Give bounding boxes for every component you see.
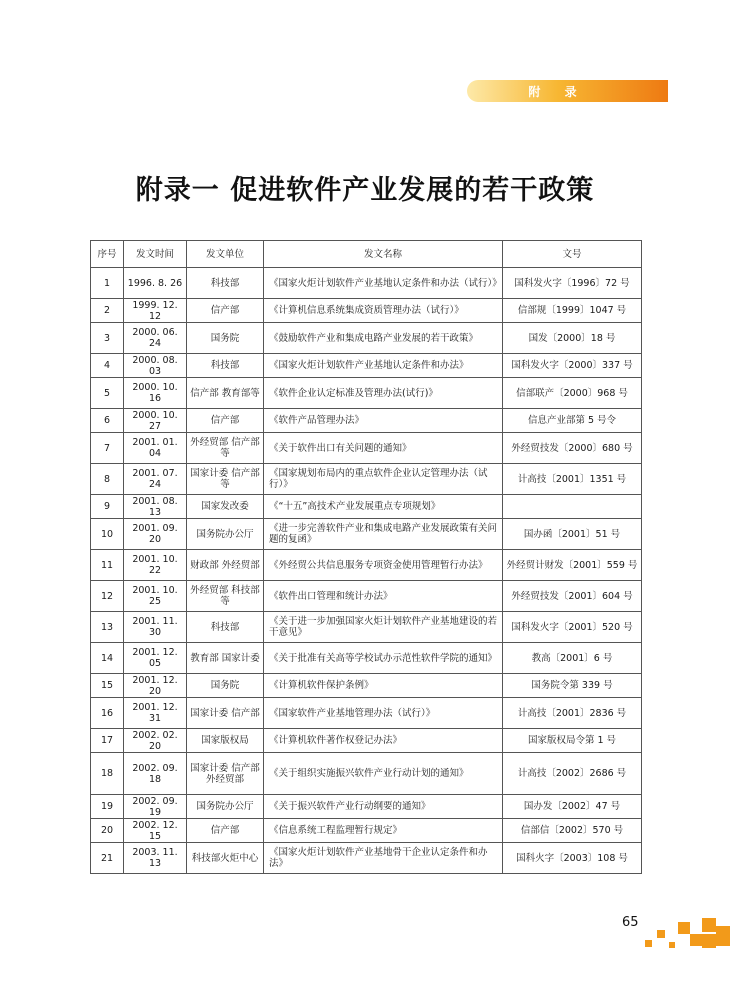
header-unit: 发文单位 xyxy=(187,241,264,268)
cell-no: 18 xyxy=(91,753,124,795)
table-row xyxy=(91,819,642,843)
cell-unit: 财政部 外经贸部 xyxy=(187,550,264,581)
cell-date: 1996. 8. 26 xyxy=(124,268,187,299)
cell-name: 《软件出口管理和统计办法》 xyxy=(264,581,503,612)
cell-date: 2001. 11. 30 xyxy=(124,612,187,643)
cell-name: 《关于批准有关高等学校试办示范性软件学院的通知》 xyxy=(264,643,503,674)
cell-name: 《计算机软件著作权登记办法》 xyxy=(264,729,503,753)
page-number: 65 xyxy=(622,915,639,930)
table-row xyxy=(91,550,642,581)
cell-unit: 外经贸部 信产部等 xyxy=(187,433,264,464)
cell-name: 《国家火炬计划软件产业基地认定条件和办法（试行）》 xyxy=(264,268,503,299)
table-row xyxy=(91,354,642,378)
cell-no: 11 xyxy=(91,550,124,581)
table-row xyxy=(91,323,642,354)
cell-code: 信息产业部第 5 号令 xyxy=(503,409,642,433)
cell-date: 2001. 12. 20 xyxy=(124,674,187,698)
cell-date: 2001. 10. 25 xyxy=(124,581,187,612)
cell-code: 国科发火字〔2000〕337 号 xyxy=(503,354,642,378)
table-row xyxy=(91,729,642,753)
cell-code: 国务院令第 339 号 xyxy=(503,674,642,698)
cell-unit: 国家版权局 xyxy=(187,729,264,753)
table-row xyxy=(91,581,642,612)
cell-no: 16 xyxy=(91,698,124,729)
cell-date: 2000. 10. 27 xyxy=(124,409,187,433)
cell-unit: 科技部 xyxy=(187,268,264,299)
cell-name: 《软件产品管理办法》 xyxy=(264,409,503,433)
cell-code: 外经贸技发〔2001〕604 号 xyxy=(503,581,642,612)
cell-date: 2000. 10. 16 xyxy=(124,378,187,409)
cell-code: 国发〔2000〕18 号 xyxy=(503,323,642,354)
cell-code: 计高技〔2001〕2836 号 xyxy=(503,698,642,729)
appendix-tab xyxy=(467,80,668,102)
cell-unit: 信产部 xyxy=(187,299,264,323)
cell-no: 2 xyxy=(91,299,124,323)
cell-date: 2000. 08. 03 xyxy=(124,354,187,378)
cell-date: 2000. 06. 24 xyxy=(124,323,187,354)
cell-name: 《鼓励软件产业和集成电路产业发展的若干政策》 xyxy=(264,323,503,354)
cell-no: 1 xyxy=(91,268,124,299)
cell-code: 国办发〔2002〕47 号 xyxy=(503,795,642,819)
cell-date: 2001. 01. 04 xyxy=(124,433,187,464)
table-row xyxy=(91,495,642,519)
cell-unit: 外经贸部 科技部等 xyxy=(187,581,264,612)
cell-no: 4 xyxy=(91,354,124,378)
table-row xyxy=(91,698,642,729)
cell-name: 《关于振兴软件产业行动纲要的通知》 xyxy=(264,795,503,819)
cell-unit: 国务院办公厅 xyxy=(187,519,264,550)
cell-code: 信部联产〔2000〕968 号 xyxy=(503,378,642,409)
cell-no: 17 xyxy=(91,729,124,753)
cell-date: 2002. 02. 20 xyxy=(124,729,187,753)
cell-no: 6 xyxy=(91,409,124,433)
cell-code: 信部信〔2002〕570 号 xyxy=(503,819,642,843)
cell-name: 《关于进一步加强国家火炬计划软件产业基地建设的若干意见》 xyxy=(264,612,503,643)
cell-unit: 科技部火炬中心 xyxy=(187,843,264,874)
cell-name: 《国家火炬计划软件产业基地骨干企业认定条件和办法》 xyxy=(264,843,503,874)
cell-unit: 信产部 xyxy=(187,409,264,433)
cell-no: 20 xyxy=(91,819,124,843)
header-code: 文号 xyxy=(503,241,642,268)
cell-no: 13 xyxy=(91,612,124,643)
cell-name: 《国家规划布局内的重点软件企业认定管理办法（试行）》 xyxy=(264,464,503,495)
cell-date: 2001. 12. 31 xyxy=(124,698,187,729)
cell-unit: 科技部 xyxy=(187,612,264,643)
cell-name: 《计算机软件保护条例》 xyxy=(264,674,503,698)
cell-name: 《关于组织实施振兴软件产业行动计划的通知》 xyxy=(264,753,503,795)
cell-name: 《计算机信息系统集成资质管理办法（试行）》 xyxy=(264,299,503,323)
cell-date: 2001. 09. 20 xyxy=(124,519,187,550)
cell-unit: 信产部 教育部等 xyxy=(187,378,264,409)
cell-unit: 科技部 xyxy=(187,354,264,378)
cell-name: 《信息系统工程监理暂行规定》 xyxy=(264,819,503,843)
cell-name: 《软件企业认定标准及管理办法(试行)》 xyxy=(264,378,503,409)
page-title: 附录一 促进软件产业发展的若干政策 xyxy=(135,175,595,206)
cell-unit: 国家计委 信产部等 xyxy=(187,464,264,495)
table-row xyxy=(91,378,642,409)
cell-no: 3 xyxy=(91,323,124,354)
cell-name: 《“十五”高技术产业发展重点专项规划》 xyxy=(264,495,503,519)
policy-table xyxy=(90,240,642,874)
cell-date: 2001. 10. 22 xyxy=(124,550,187,581)
table-row xyxy=(91,433,642,464)
header-no: 序号 xyxy=(91,241,124,268)
cell-no: 15 xyxy=(91,674,124,698)
cell-unit: 国务院 xyxy=(187,674,264,698)
table-row xyxy=(91,268,642,299)
cell-code: 计高技〔2002〕2686 号 xyxy=(503,753,642,795)
cell-no: 8 xyxy=(91,464,124,495)
cell-date: 2003. 11. 13 xyxy=(124,843,187,874)
cell-no: 14 xyxy=(91,643,124,674)
cell-unit: 国务院 xyxy=(187,323,264,354)
table-body xyxy=(91,268,642,874)
table-row xyxy=(91,409,642,433)
table-header-row xyxy=(91,241,642,268)
table-row xyxy=(91,464,642,495)
cell-no: 7 xyxy=(91,433,124,464)
table-row xyxy=(91,843,642,874)
cell-name: 《国家软件产业基地管理办法（试行）》 xyxy=(264,698,503,729)
cell-date: 2001. 12. 05 xyxy=(124,643,187,674)
header-name: 发文名称 xyxy=(264,241,503,268)
cell-no: 12 xyxy=(91,581,124,612)
appendix-tab-label: 附 录 xyxy=(528,84,587,99)
table-row xyxy=(91,643,642,674)
cell-no: 10 xyxy=(91,519,124,550)
cell-no: 19 xyxy=(91,795,124,819)
cell-date: 2002. 09. 18 xyxy=(124,753,187,795)
cell-no: 9 xyxy=(91,495,124,519)
cell-code: 外经贸计财发〔2001〕559 号 xyxy=(503,550,642,581)
table-row xyxy=(91,299,642,323)
cell-unit: 信产部 xyxy=(187,819,264,843)
cell-code: 外经贸技发〔2000〕680 号 xyxy=(503,433,642,464)
table-row xyxy=(91,674,642,698)
cell-date: 2002. 12. 15 xyxy=(124,819,187,843)
cell-code: 计高技〔2001〕1351 号 xyxy=(503,464,642,495)
cell-date: 1999. 12. 12 xyxy=(124,299,187,323)
cell-date: 2002. 09. 19 xyxy=(124,795,187,819)
cell-no: 21 xyxy=(91,843,124,874)
table-row xyxy=(91,753,642,795)
table-row xyxy=(91,612,642,643)
cell-unit: 国家计委 信产部 xyxy=(187,698,264,729)
cell-name: 《外经贸公共信息服务专项资金使用管理暂行办法》 xyxy=(264,550,503,581)
cell-code: 国家版权局令第 1 号 xyxy=(503,729,642,753)
cell-unit: 教育部 国家计委 xyxy=(187,643,264,674)
table-row xyxy=(91,519,642,550)
table-row xyxy=(91,795,642,819)
cell-unit: 国务院办公厅 xyxy=(187,795,264,819)
cell-code: 教高〔2001〕6 号 xyxy=(503,643,642,674)
cell-code: 国科火字〔2003〕108 号 xyxy=(503,843,642,874)
cell-name: 《关于软件出口有关问题的通知》 xyxy=(264,433,503,464)
cell-code: 国科发火字〔1996〕72 号 xyxy=(503,268,642,299)
cell-unit: 国家发改委 xyxy=(187,495,264,519)
cell-name: 《国家火炬计划软件产业基地认定条件和办法》 xyxy=(264,354,503,378)
cell-no: 5 xyxy=(91,378,124,409)
header-date: 发文时间 xyxy=(124,241,187,268)
cell-code: 信部规〔1999〕1047 号 xyxy=(503,299,642,323)
cell-code: 国科发火字〔2001〕520 号 xyxy=(503,612,642,643)
cell-unit: 国家计委 信产部 外经贸部 xyxy=(187,753,264,795)
cell-date: 2001. 08. 13 xyxy=(124,495,187,519)
cell-code xyxy=(503,495,642,519)
cell-name: 《进一步完善软件产业和集成电路产业发展政策有关问题的复函》 xyxy=(264,519,503,550)
cell-code: 国办函〔2001〕51 号 xyxy=(503,519,642,550)
cell-date: 2001. 07. 24 xyxy=(124,464,187,495)
